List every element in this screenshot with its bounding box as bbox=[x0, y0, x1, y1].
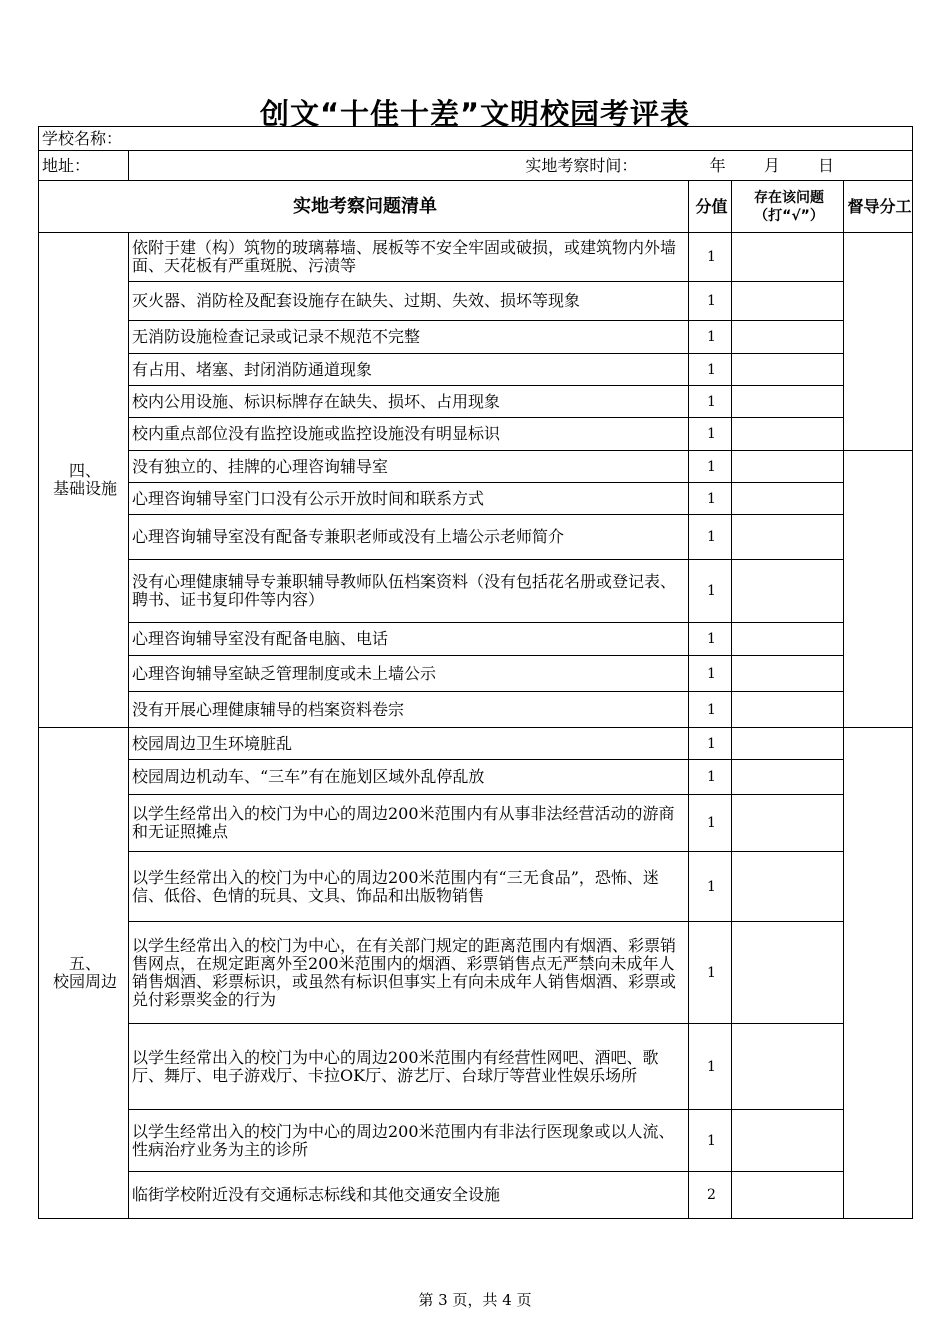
checklist-item: 校园周边机动车、“三车”有在施划区域外乱停乱放 bbox=[129, 760, 689, 795]
table-row bbox=[39, 386, 913, 418]
checklist-item: 依附于建（构）筑物的玻璃幕墙、展板等不安全牢固或破损，或建筑物内外墙面、天花板有严重斑脱、污渍等 bbox=[129, 233, 689, 282]
exists-check-cell[interactable] bbox=[732, 1110, 844, 1172]
exists-check-cell[interactable] bbox=[732, 233, 844, 282]
exists-check-cell[interactable] bbox=[732, 451, 844, 483]
date-month: 月 bbox=[763, 155, 780, 175]
exists-check-cell[interactable] bbox=[732, 321, 844, 354]
exists-check-cell[interactable] bbox=[732, 560, 844, 623]
table-row bbox=[39, 922, 913, 1024]
table-row bbox=[39, 1024, 913, 1110]
score-value: 1 bbox=[689, 418, 732, 451]
checklist-item: 心理咨询辅导室没有配备专兼职老师或没有上墙公示老师简介 bbox=[129, 515, 689, 560]
school-name-row bbox=[39, 127, 913, 151]
address-label: 地址： bbox=[39, 151, 129, 181]
supervision-cell[interactable] bbox=[844, 233, 913, 451]
score-value: 1 bbox=[689, 321, 732, 354]
score-value: 1 bbox=[689, 451, 732, 483]
score-value: 1 bbox=[689, 483, 732, 515]
exists-check-cell[interactable] bbox=[732, 354, 844, 386]
checklist-item: 校园周边卫生环境脏乱 bbox=[129, 728, 689, 760]
table-row bbox=[39, 483, 913, 515]
score-value: 1 bbox=[689, 560, 732, 623]
table-row bbox=[39, 656, 913, 692]
table-row bbox=[39, 515, 913, 560]
table-row bbox=[39, 852, 913, 922]
score-value: 1 bbox=[689, 852, 732, 922]
score-value: 1 bbox=[689, 1110, 732, 1172]
checklist-item: 以学生经常出入的校门为中心的周边200米范围内有“三无食品”，恐怖、迷信、低俗、色情的玩具、文具、饰品和出版物销售 bbox=[129, 852, 689, 922]
exists-check-cell[interactable] bbox=[732, 728, 844, 760]
exists-check-cell[interactable] bbox=[732, 1024, 844, 1110]
checklist-item: 校内重点部位没有监控设施或监控设施没有明显标识 bbox=[129, 418, 689, 451]
score-value: 1 bbox=[689, 515, 732, 560]
checklist-item: 灭火器、消防栓及配套设施存在缺失、过期、失效、损坏等现象 bbox=[129, 282, 689, 321]
checklist-item: 没有独立的、挂牌的心理咨询辅导室 bbox=[129, 451, 689, 483]
score-value: 1 bbox=[689, 692, 732, 728]
score-value: 1 bbox=[689, 282, 732, 321]
exists-check-cell[interactable] bbox=[732, 760, 844, 795]
exists-check-cell[interactable] bbox=[732, 483, 844, 515]
exists-check-cell[interactable] bbox=[732, 795, 844, 852]
table-row bbox=[39, 321, 913, 354]
score-value: 1 bbox=[689, 728, 732, 760]
address-row bbox=[39, 151, 913, 181]
category-label: 五、 校园周边 bbox=[39, 728, 129, 1219]
score-value: 1 bbox=[689, 922, 732, 1024]
date-year: 年 bbox=[709, 155, 726, 175]
category-label: 四、 基础设施 bbox=[39, 233, 129, 728]
checklist-item: 有占用、堵塞、封闭消防通道现象 bbox=[129, 354, 689, 386]
score-value: 1 bbox=[689, 354, 732, 386]
header-row bbox=[39, 181, 913, 233]
checklist-item: 心理咨询辅导室没有配备电脑、电话 bbox=[129, 623, 689, 656]
exists-check-cell[interactable] bbox=[732, 692, 844, 728]
checklist-item: 心理咨询辅导室门口没有公示开放时间和联系方式 bbox=[129, 483, 689, 515]
table-row bbox=[39, 1110, 913, 1172]
table-row bbox=[39, 354, 913, 386]
checklist-item: 没有心理健康辅导专兼职辅导教师队伍档案资料（没有包括花名册或登记表、聘书、证书复印件等内容） bbox=[129, 560, 689, 623]
table-row bbox=[39, 760, 913, 795]
table-row bbox=[39, 233, 913, 282]
checklist-item: 校内公用设施、标识标牌存在缺失、损坏、占用现象 bbox=[129, 386, 689, 418]
checklist-item: 心理咨询辅导室缺乏管理制度或未上墙公示 bbox=[129, 656, 689, 692]
table-row bbox=[39, 692, 913, 728]
score-value: 1 bbox=[689, 233, 732, 282]
table-row bbox=[39, 1172, 913, 1219]
checklist-header: 实地考察问题清单 bbox=[39, 181, 689, 233]
table-row bbox=[39, 623, 913, 656]
exists-check-cell[interactable] bbox=[732, 282, 844, 321]
date-day: 日 bbox=[818, 155, 835, 175]
score-value: 1 bbox=[689, 656, 732, 692]
exists-check-cell[interactable] bbox=[732, 418, 844, 451]
exists-check-cell[interactable] bbox=[732, 386, 844, 418]
school-name-field[interactable] bbox=[39, 127, 913, 151]
score-value: 1 bbox=[689, 795, 732, 852]
score-value: 2 bbox=[689, 1172, 732, 1219]
score-value: 1 bbox=[689, 623, 732, 656]
table-row bbox=[39, 451, 913, 483]
page-footer: 第 3 页，共 4 页 bbox=[418, 1291, 532, 1309]
exists-check-cell[interactable] bbox=[732, 1172, 844, 1219]
inspection-time-label: 实地考察时间： bbox=[525, 155, 638, 175]
checklist-item: 以学生经常出入的校门为中心的周边200米范围内有经营性网吧、酒吧、歌厅、舞厅、电子游戏厅、卡拉OK厅、游艺厅、台球厅等营业性娱乐场所 bbox=[129, 1024, 689, 1110]
exists-check-cell[interactable] bbox=[732, 852, 844, 922]
score-value: 1 bbox=[689, 760, 732, 795]
score-header: 分值 bbox=[689, 181, 732, 233]
table-row bbox=[39, 560, 913, 623]
page-title: 创文“十佳十差”文明校园考评表 bbox=[259, 97, 691, 131]
checklist-item: 以学生经常出入的校门为中心的周边200米范围内有非法行医现象或以人流、性病治疗业务为主的诊所 bbox=[129, 1110, 689, 1172]
table-row bbox=[39, 728, 913, 760]
exists-header: 存在该问题（打“√”） bbox=[732, 181, 844, 233]
evaluation-table bbox=[38, 126, 913, 1219]
exists-check-cell[interactable] bbox=[732, 623, 844, 656]
checklist-item: 以学生经常出入的校门为中心的周边200米范围内有从事非法经营活动的游商和无证照摊点 bbox=[129, 795, 689, 852]
school-name-label: 学校名称： bbox=[42, 128, 123, 148]
checklist-item: 临街学校附近没有交通标志标线和其他交通安全设施 bbox=[129, 1172, 689, 1219]
score-value: 1 bbox=[689, 1024, 732, 1110]
exists-check-cell[interactable] bbox=[732, 656, 844, 692]
score-value: 1 bbox=[689, 386, 732, 418]
exists-check-cell[interactable] bbox=[732, 515, 844, 560]
checklist-item: 以学生经常出入的校门为中心，在有关部门规定的距离范围内有烟酒、彩票销售网点，在规定距离外至200米范围内的烟酒、彩票销售点无严禁向未成年人销售烟酒、彩票标识，或虽然有标识但事实上有向未成年人销售烟酒、彩票或兑付彩票奖金的行为 bbox=[129, 922, 689, 1024]
table-row bbox=[39, 418, 913, 451]
supervision-cell[interactable] bbox=[844, 451, 913, 728]
exists-check-cell[interactable] bbox=[732, 922, 844, 1024]
supervision-cell[interactable] bbox=[844, 728, 913, 1219]
supervision-header: 督导分工 bbox=[844, 181, 913, 233]
checklist-item: 没有开展心理健康辅导的档案资料卷宗 bbox=[129, 692, 689, 728]
checklist-item: 无消防设施检查记录或记录不规范不完整 bbox=[129, 321, 689, 354]
table-row bbox=[39, 795, 913, 852]
address-time-field[interactable] bbox=[129, 151, 913, 181]
table-row bbox=[39, 282, 913, 321]
